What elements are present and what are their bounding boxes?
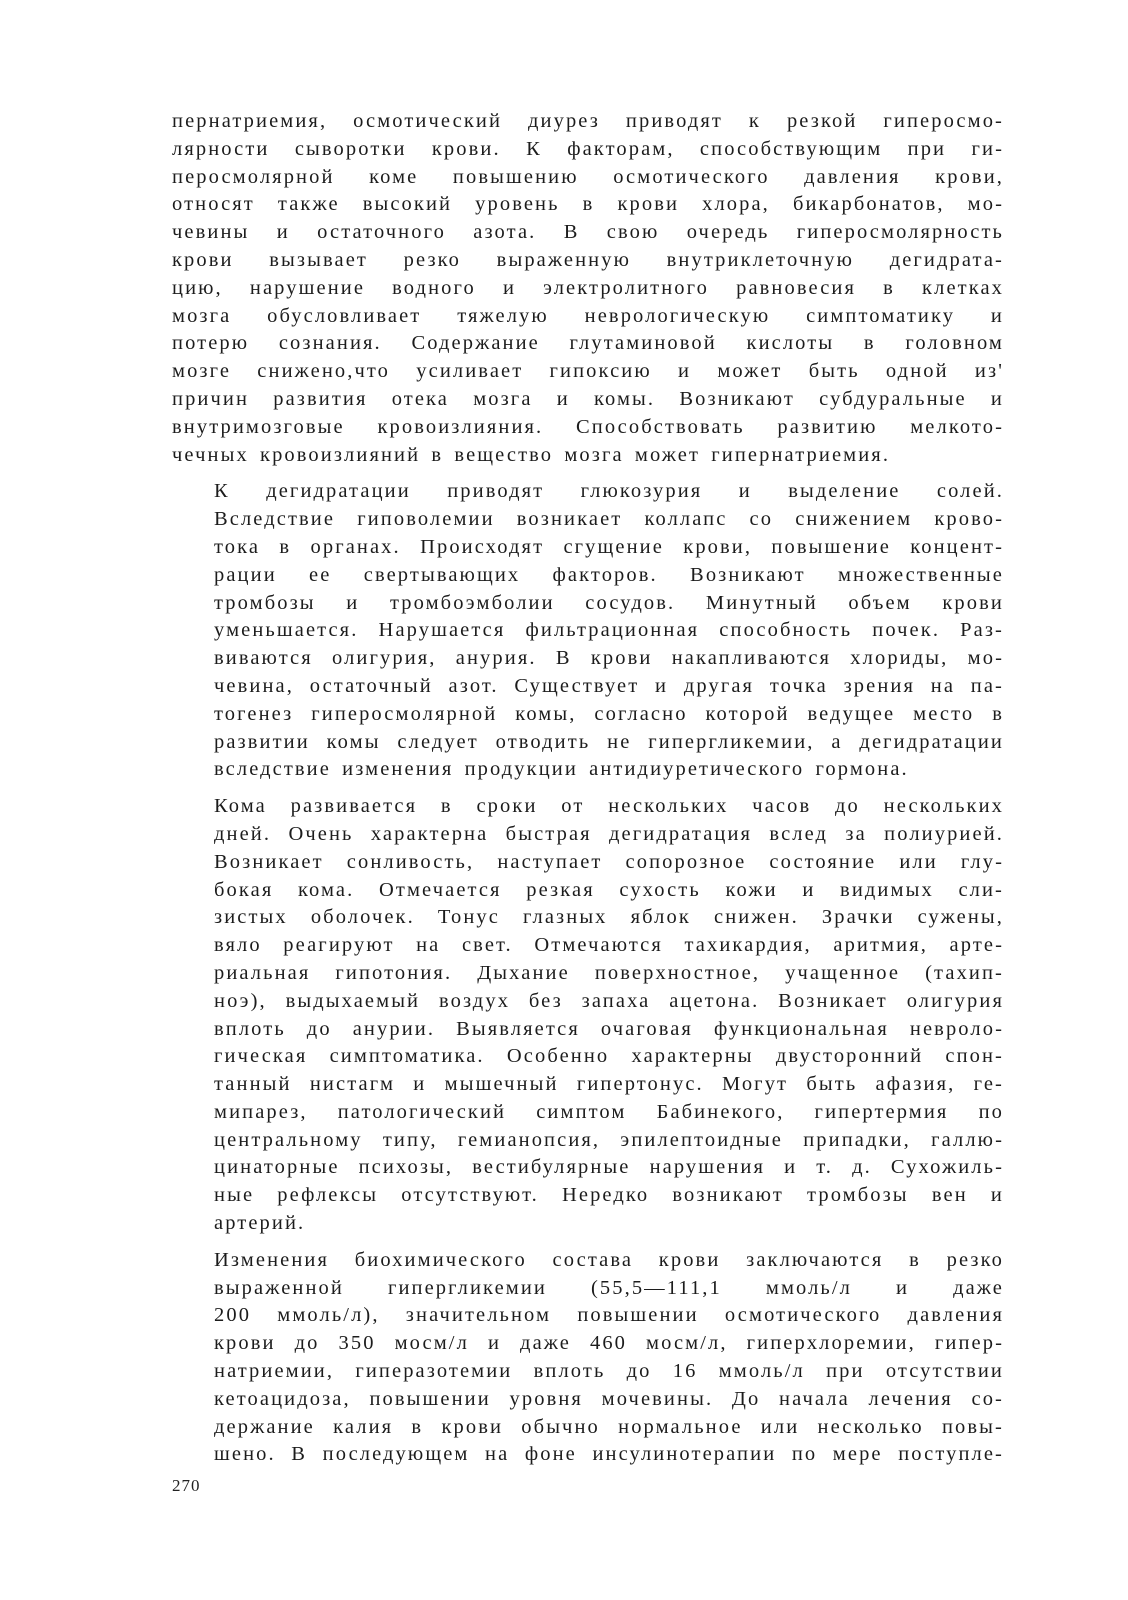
paragraph-3 <box>172 793 1004 1238</box>
paragraph-2 <box>172 478 1004 784</box>
text-line: центральному типу, гемианопсия, эпилептоидные припадки, галлю- <box>214 1128 1004 1151</box>
paragraph-1 <box>172 108 1004 469</box>
text-line: причин развития отека мозга и комы. Возникают субдуральные и <box>172 387 1004 410</box>
text-line: перосмолярной коме повышению осмотического давления крови, <box>172 165 1004 188</box>
text-line: гическая симптоматика. Особенно характерны двусторонний спон- <box>214 1045 1004 1068</box>
text-line: ные рефлексы отсутствуют. Нередко возникают тромбозы вен и <box>214 1184 1004 1207</box>
paragraph-4 <box>172 1247 1004 1469</box>
text-line: внутримозговые кровоизлияния. Способствовать развитию мелкото- <box>172 415 1004 438</box>
text-line: тогенез гиперосмолярной комы, согласно которой ведущее место в <box>214 702 1004 725</box>
text-line: артерий. <box>214 1212 306 1235</box>
text-line: К дегидратации приводят глюкозурия и выделение солей. <box>214 480 1004 503</box>
text-line: танный нистагм и мышечный гипертонус. Могут быть афазия, ге- <box>214 1073 1004 1096</box>
text-line: ноэ), выдыхаемый воздух без запаха ацетона. Возникает олигурия <box>214 989 1004 1012</box>
text-line: натриемии, гиперазотемии вплоть до 16 ммоль/л при отсутствии <box>214 1360 1004 1383</box>
text-line: развитии комы следует отводить не гипергликемии, а дегидратации <box>214 730 1004 753</box>
text-line: тока в органах. Происходят сгущение крови, повышение концент- <box>214 535 1004 558</box>
text-line: виваются олигурия, анурия. В крови накапливаются хлориды, мо- <box>214 647 1004 670</box>
text-line: Возникает сонливость, наступает сопорозное состояние или глу- <box>214 850 1004 873</box>
text-line: мозга обусловливает тяжелую неврологическую симптоматику и <box>172 304 1004 327</box>
text-line: пернатриемия, осмотический диурез приводят к резкой гиперосмо- <box>172 110 1004 132</box>
text-line: 200 ммоль/л), значительном повышении осмотического давления <box>214 1304 1004 1327</box>
text-line: вследствие изменения продукции антидиуретического гормона. <box>214 758 909 781</box>
text-line: мозге снижено,что усиливает гипоксию и может быть одной из' <box>172 360 1004 383</box>
text-line: крови до 350 мосм/л и даже 460 мосм/л, гиперхлоремии, гипер- <box>214 1332 1004 1355</box>
text-line: относят также высокий уровень в крови хлора, бикарбонатов, мо- <box>172 193 1004 216</box>
text-line: Изменения биохимического состава крови заключаются в резко <box>214 1248 1004 1271</box>
text-line: чевины и остаточного азота. В свою очередь гиперосмолярность <box>172 221 1004 244</box>
page-body <box>172 108 1004 1478</box>
text-line: выраженной гипергликемии (55,5—111,1 ммоль/л и даже <box>214 1276 1004 1299</box>
text-line: рации ее свертывающих факторов. Возникают множественные <box>214 563 1004 586</box>
page-number: 270 <box>172 1476 201 1495</box>
text-line: тромбозы и тромбоэмболии сосудов. Минутный объем крови <box>214 591 1004 614</box>
text-line: Вследствие гиповолемии возникает коллапс со снижением крово- <box>214 508 1004 531</box>
text-line: вяло реагируют на свет. Отмечаются тахикардия, аритмия, арте- <box>214 934 1004 957</box>
text-line: потерю сознания. Содержание глутаминовой кислоты в головном <box>172 332 1004 355</box>
text-line: дней. Очень характерна быстрая дегидратация вслед за полиурией. <box>214 822 1004 845</box>
text-line: кетоацидоза, повышении уровня мочевины. До начала лечения со- <box>214 1387 1004 1410</box>
text-line: риальная гипотония. Дыхание поверхностное, учащенное (тахип- <box>214 961 1004 984</box>
text-line: вплоть до анурии. Выявляется очаговая функциональная невроло- <box>214 1017 1004 1040</box>
text-line: лярности сыворотки крови. К факторам, способствующим при ги- <box>172 137 1004 160</box>
text-line: крови вызывает резко выраженную внутриклеточную дегидрата- <box>172 248 1004 271</box>
text-line: держание калия в крови обычно нормальное или несколько повы- <box>214 1415 1004 1438</box>
text-line: мипарез, патологический симптом Бабинекого, гипертермия по <box>214 1100 1004 1123</box>
text-line: Кома развивается в сроки от нескольких часов до нескольких <box>214 795 1004 818</box>
text-line: цию, нарушение водного и электролитного равновесия в клетках <box>172 276 1004 299</box>
text-line: цинаторные психозы, вестибулярные нарушения и т. д. Сухожиль- <box>214 1156 1004 1179</box>
text-line: чевина, остаточный азот. Существует и другая точка зрения на па- <box>214 674 1004 697</box>
text-line: чечных кровоизлияний в вещество мозга может гипернатриемия. <box>172 443 891 466</box>
text-line: зистых оболочек. Тонус глазных яблок снижен. Зрачки сужены, <box>214 906 1004 929</box>
text-line: бокая кома. Отмечается резкая сухость кожи и видимых сли- <box>214 878 1004 901</box>
text-line: уменьшается. Нарушается фильтрационная способность почек. Раз- <box>214 619 1004 642</box>
text-line: шено. В последующем на фоне инсулинотерапии по мере поступле- <box>214 1443 1004 1466</box>
